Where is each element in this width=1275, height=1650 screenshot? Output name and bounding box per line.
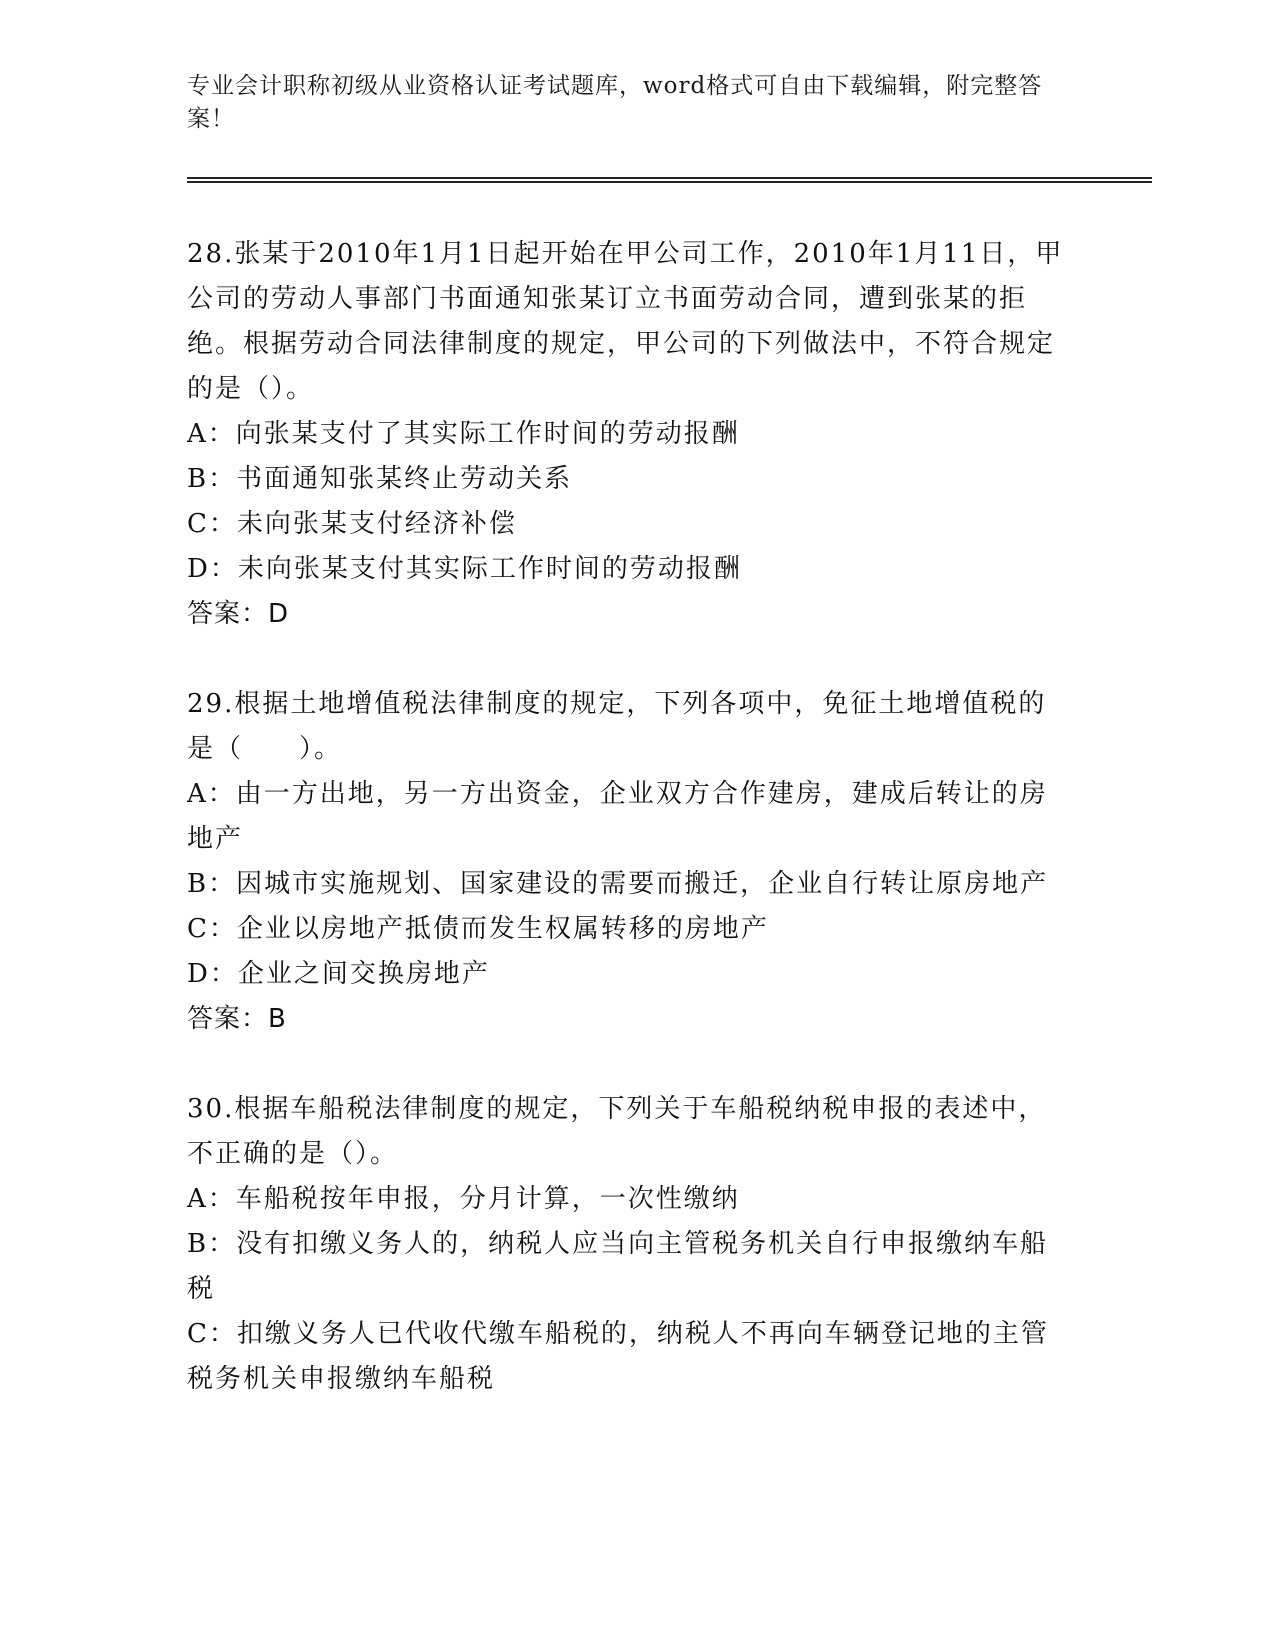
page-header: 专业会计职称初级从业资格认证考试题库，word格式可自由下载编辑，附完整答案！ xyxy=(187,73,1043,132)
answer: 答案：D xyxy=(187,599,290,629)
option-a: A：向张某支付了其实际工作时间的劳动报酬 xyxy=(187,419,740,449)
option-d: D：未向张某支付其实际工作时间的劳动报酬 xyxy=(187,554,742,584)
question-30 xyxy=(187,1087,1067,1402)
option-b: B：书面通知张某终止劳动关系 xyxy=(187,464,573,494)
question-stem: 29.根据土地增值税法律制度的规定，下列各项中，免征土地增值税的是（ ）。 xyxy=(187,689,1047,764)
option-c: C：企业以房地产抵债而发生权属转移的房地产 xyxy=(187,914,769,944)
question-stem: 30.根据车船税法律制度的规定，下列关于车船税纳税申报的表述中，不正确的是（）。 xyxy=(187,1094,1047,1169)
option-a: A：由一方出地，另一方出资金，企业双方合作建房，建成后转让的房地产 xyxy=(187,779,1048,854)
option-c: C：未向张某支付经济补偿 xyxy=(187,509,517,539)
question-28 xyxy=(187,232,1067,637)
option-d: D：企业之间交换房地产 xyxy=(187,959,490,989)
option-a: A：车船税按年申报，分月计算，一次性缴纳 xyxy=(187,1184,740,1214)
option-b: B：因城市实施规划、国家建设的需要而搬迁，企业自行转让原房地产 xyxy=(187,869,1049,899)
answer: 答案：B xyxy=(187,1004,287,1034)
question-29 xyxy=(187,682,1067,1042)
header-divider xyxy=(187,177,1152,183)
option-b: B：没有扣缴义务人的，纳税人应当向主管税务机关自行申报缴纳车船税 xyxy=(187,1229,1049,1304)
question-list xyxy=(187,232,1067,1447)
option-c: C：扣缴义务人已代收代缴车船税的，纳税人不再向车辆登记地的主管税务机关申报缴纳车船税 xyxy=(187,1319,1049,1394)
question-stem: 28.张某于2010年1月1日起开始在甲公司工作，2010年1月11日，甲公司的劳动人事部门书面通知张某订立书面劳动合同，遭到张某的拒绝。根据劳动合同法律制度的规定，甲公司的下列做法中，不符合规定的是（）。 xyxy=(187,239,1064,404)
